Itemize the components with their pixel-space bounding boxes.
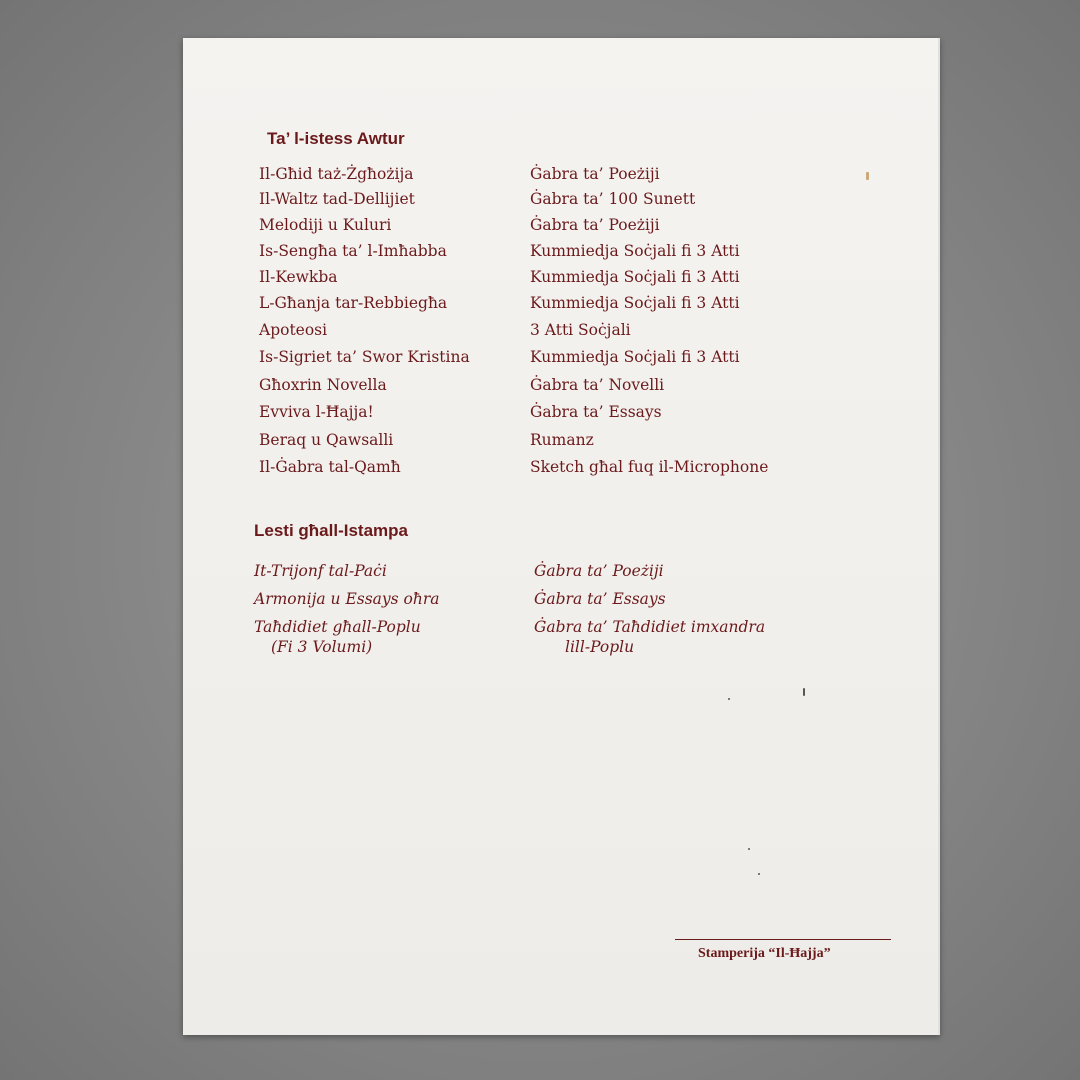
work-description-continuation: lill-Poplu: [565, 638, 635, 656]
list-item: [183, 216, 938, 238]
work-title: Is-Sigriet ta’ Swor Kristina: [259, 348, 470, 366]
work-title: Is-Sengħa ta’ l-Imħabba: [259, 242, 447, 260]
work-title: Taħdidiet għall-Poplu: [254, 618, 421, 636]
list-item: [183, 190, 938, 212]
list-item: [183, 376, 938, 398]
footer-rule: [675, 939, 891, 940]
section-heading-ready-for-print: Lesti għall-Istampa: [254, 521, 408, 540]
work-description: Ġabra ta’ Poeżiji: [530, 216, 660, 234]
work-description: 3 Atti Soċjali: [530, 321, 631, 339]
list-item: [183, 618, 938, 640]
work-title: Evviva l-Ħajja!: [259, 403, 374, 421]
list-item: [183, 431, 938, 453]
paper-speck: [748, 848, 750, 850]
work-description: Ġabra ta’ Novelli: [530, 376, 665, 394]
work-description: Ġabra ta’ Essays: [534, 590, 666, 608]
back-cover-page: [183, 38, 940, 1035]
list-item: [183, 268, 938, 290]
list-item: [183, 294, 938, 316]
work-title: Il-Waltz tad-Dellijiet: [259, 190, 415, 208]
ink-mark: [803, 688, 805, 696]
work-title: Beraq u Qawsalli: [259, 431, 394, 449]
paper-speck: [758, 873, 760, 875]
work-title: It-Trijonf tal-Paċi: [254, 562, 387, 580]
work-description: Ġabra ta’ 100 Sunett: [530, 190, 696, 208]
work-title: L-Għanja tar-Rebbiegħa: [259, 294, 448, 312]
list-item: [183, 403, 938, 425]
work-description: Ġabra ta’ Poeżiji: [534, 562, 664, 580]
work-title: Melodiji u Kuluri: [259, 216, 392, 234]
work-description: Kummiedja Soċjali fi 3 Atti: [530, 348, 740, 366]
work-title: Armonija u Essays oħra: [254, 590, 440, 608]
work-description: Sketch għal fuq il-Microphone: [530, 458, 769, 476]
work-description: Kummiedja Soċjali fi 3 Atti: [530, 294, 740, 312]
work-title: Il-Ġabra tal-Qamħ: [259, 458, 401, 476]
work-description: Ġabra ta’ Poeżiji: [530, 165, 660, 183]
work-description: Kummiedja Soċjali fi 3 Atti: [530, 268, 740, 286]
work-description: Rumanz: [530, 431, 594, 449]
list-item: [183, 321, 938, 343]
work-description: Ġabra ta’ Taħdidiet imxandra: [534, 618, 766, 636]
work-description: Ġabra ta’ Essays: [530, 403, 662, 421]
printer-imprint: Stamperija “Il-Ħajja”: [698, 946, 831, 961]
list-item: [183, 562, 938, 584]
section-heading-same-author: Ta’ l-istess Awtur: [267, 129, 405, 148]
work-description: Kummiedja Soċjali fi 3 Atti: [530, 242, 740, 260]
work-title-continuation: (Fi 3 Volumi): [271, 638, 373, 656]
paper-blemish: [866, 172, 869, 180]
list-item: [183, 165, 938, 187]
list-item: [183, 242, 938, 264]
list-item: [183, 458, 938, 480]
work-title: Il-Kewkba: [259, 268, 338, 286]
list-item: [183, 348, 938, 370]
work-title: Il-Għid taż-Żgħożija: [259, 165, 414, 183]
paper-speck: [728, 698, 730, 700]
work-title: Apoteosi: [259, 321, 328, 339]
list-item: [183, 590, 938, 612]
work-title: Għoxrin Novella: [259, 376, 387, 394]
